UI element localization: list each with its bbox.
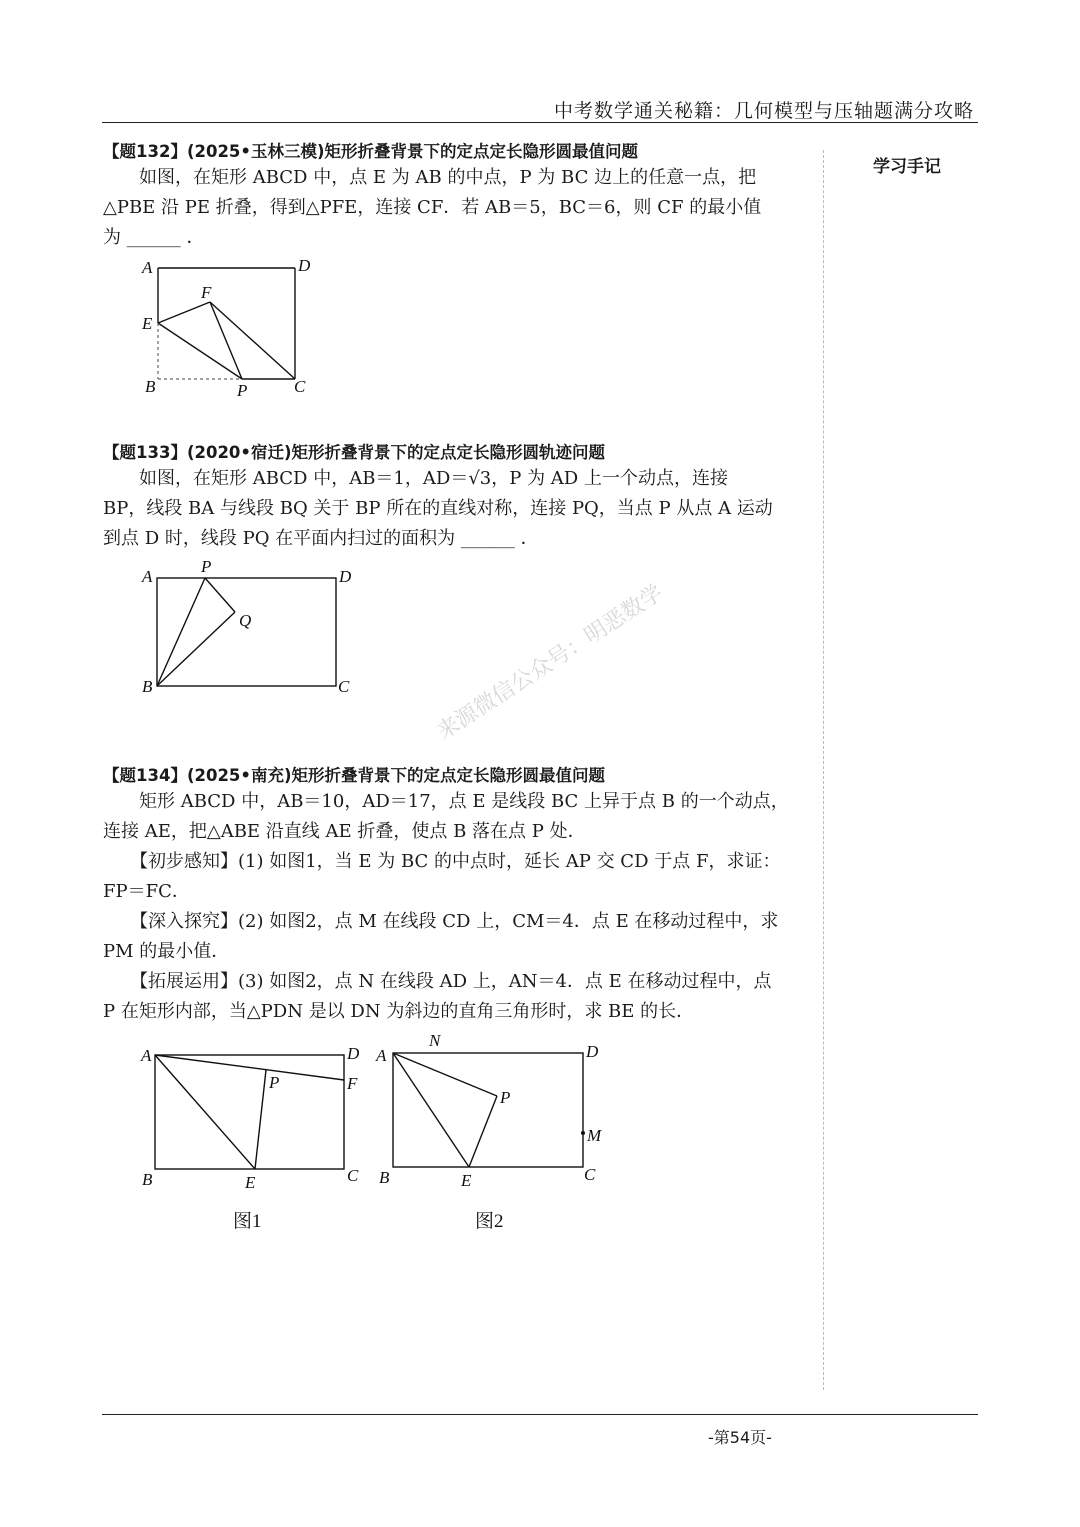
question-134-line: P 在矩形内部，当△PDN 是以 DN 为斜边的直角三角形时，求 BE 的长．	[103, 1001, 695, 1022]
question-132-line: 如图，在矩形 ABCD 中，点 E 为 AB 的中点，P 为 BC 边上的任意一点，把	[103, 167, 757, 188]
label-C: C	[294, 377, 306, 396]
notes-divider	[823, 150, 824, 1390]
question-134-line: 【深入探究】(2) 如图2，点 M 在线段 CD 上，CM＝4．点 E 在移动过程中，求	[103, 911, 779, 932]
point-M	[581, 1131, 585, 1135]
question-134-line: 【拓展运用】(3) 如图2，点 N 在线段 AD 上，AN＝4．点 E 在移动过程中，点	[103, 971, 772, 992]
footer-rule	[102, 1414, 978, 1415]
label-F: F	[201, 283, 212, 302]
label-A: A	[142, 567, 153, 586]
page-number: -第54页-	[708, 1428, 772, 1447]
question-134-line: 【初步感知】(1) 如图1，当 E 为 BC 的中点时，延长 AP 交 CD 于点 F，求证：	[103, 851, 781, 872]
label-P: P	[269, 1073, 280, 1092]
label-D: D	[347, 1044, 360, 1063]
label-B: B	[145, 377, 156, 396]
label-P: P	[201, 557, 212, 576]
watermark-text: 来源微信公众号：明恶数学	[432, 580, 668, 746]
label-C: C	[338, 677, 350, 696]
label-E: E	[245, 1173, 256, 1192]
question-134-line: FP＝FC．	[103, 881, 190, 902]
label-E: E	[461, 1171, 472, 1190]
label-D: D	[586, 1042, 599, 1061]
question-133-line: 如图，在矩形 ABCD 中，AB＝1，AD＝√3，P 为 AD 上一个动点，连接	[103, 468, 728, 489]
question-132-title: 【题132】(2025•玉林三模)矩形折叠背景下的定点定长隐形圆最值问题	[103, 142, 638, 161]
question-133-title: 【题133】(2020•宿迁)矩形折叠背景下的定点定长隐形圆轨迹问题	[103, 443, 605, 462]
label-B: B	[379, 1168, 390, 1187]
question-134-body	[103, 787, 803, 1027]
book-title: 中考数学通关秘籍：几何模型与压轴题满分攻略	[553, 100, 974, 122]
label-B: B	[142, 1170, 153, 1189]
label-D: D	[298, 256, 311, 275]
label-C: C	[347, 1166, 359, 1185]
question-133-line: 到点 D 时，线段 PQ 在平面内扫过的面积为 ______ ．	[103, 528, 539, 549]
question-133-body	[103, 464, 803, 554]
label-P: P	[500, 1088, 511, 1107]
label-N: N	[429, 1031, 441, 1050]
question-134-title: 【题134】(2025•南充)矩形折叠背景下的定点定长隐形圆最值问题	[103, 766, 605, 785]
question-132-line: 为 ______ ．	[103, 227, 205, 248]
label-A: A	[141, 1046, 152, 1065]
question-132-line: △PBE 沿 PE 折叠，得到△PFE，连接 CF．若 AB＝5，BC＝6，则 CF 的最小值	[103, 197, 762, 218]
label-C: C	[584, 1165, 596, 1184]
label-A: A	[376, 1046, 387, 1065]
question-134-line: 连接 AE，把△ABE 沿直线 AE 折叠，使点 B 落在点 P 处．	[103, 821, 586, 842]
label-A: A	[142, 258, 153, 277]
label-E: E	[142, 314, 153, 333]
label-B: B	[142, 677, 153, 696]
notes-label: 学习手记	[873, 157, 941, 177]
label-F: F	[347, 1074, 358, 1093]
question-132-body	[103, 163, 803, 253]
header-rule	[102, 122, 978, 123]
label-Q: Q	[239, 611, 252, 630]
label-P: P	[237, 381, 248, 400]
question-134-line: PM 的最小值．	[103, 941, 230, 962]
figure-1-caption: 图1	[233, 1211, 262, 1232]
question-134-line: 矩形 ABCD 中，AB＝10，AD＝17，点 E 是线段 BC 上异于点 B 的一个动点，	[103, 791, 789, 812]
figure-2-caption: 图2	[475, 1211, 504, 1232]
label-D: D	[339, 567, 352, 586]
label-M: M	[587, 1126, 602, 1145]
question-133-line: BP，线段 BA 与线段 BQ 关于 BP 所在的直线对称，连接 PQ，当点 P 从点 A 运动	[103, 498, 773, 519]
